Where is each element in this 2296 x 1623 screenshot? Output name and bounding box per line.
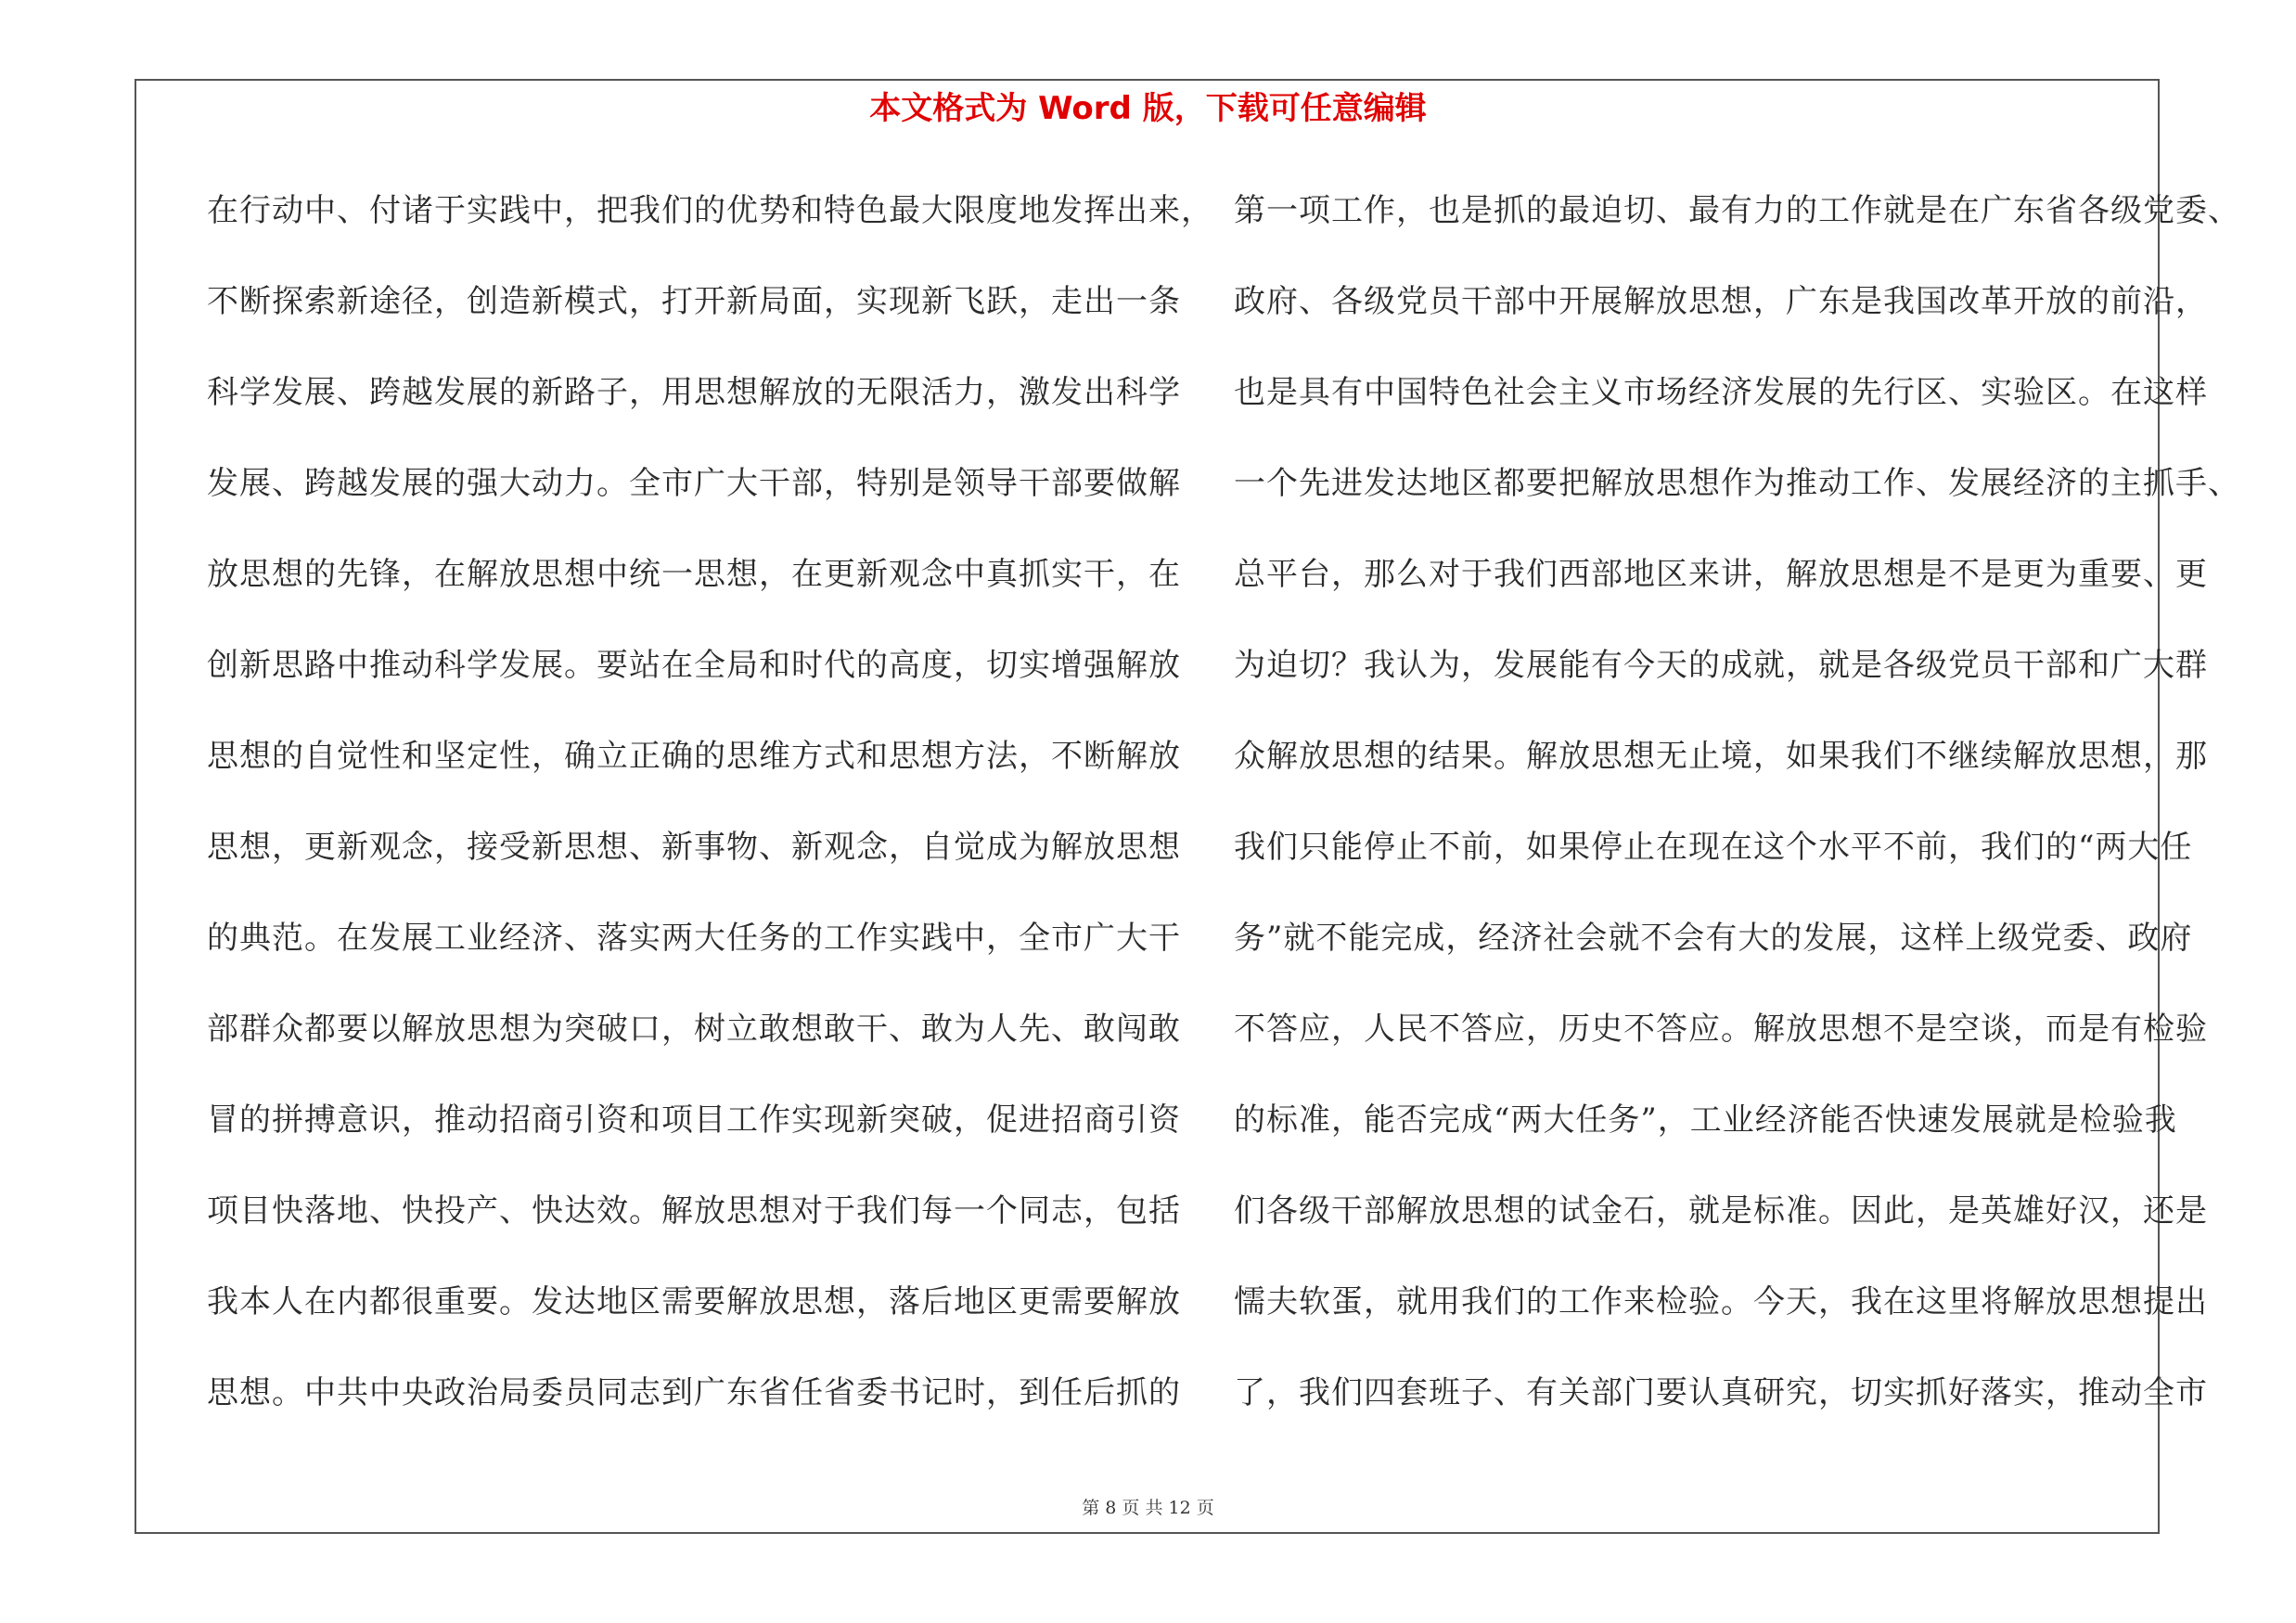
text-line: 创新思路中推动科学发展。要站在全局和时代的高度，切实增强解放: [207, 647, 1181, 684]
text-line: 第一项工作，也是抓的最迫切、最有力的工作就是在广东省各级党委、: [1234, 192, 2240, 229]
text-line: 总平台，那么对于我们西部地区来讲，解放思想是不是更为重要、更: [1234, 556, 2208, 593]
text-line: 也是具有中国特色社会主义市场经济发展的先行区、实验区。在这样: [1234, 374, 2208, 411]
text-line: 懦夫软蛋，就用我们的工作来检验。今天，我在这里将解放思想提出: [1234, 1283, 2208, 1320]
header-banner: 本文格式为 Word 版，下载可任意编辑: [869, 90, 1427, 127]
text-line: 发展、跨越发展的强大动力。全市广大干部，特别是领导干部要做解: [207, 465, 1181, 502]
text-line: 的标准，能否完成“两大任务”，工业经济能否快速发展就是检验我: [1234, 1101, 2177, 1139]
text-line: 放思想的先锋，在解放思想中统一思想，在更新观念中真抓实干，在: [207, 556, 1181, 593]
right-text-column: [1234, 181, 2240, 1454]
text-line: 部群众都要以解放思想为突破口，树立敢想敢干、敢为人先、敢闯敢: [207, 1011, 1181, 1048]
text-line: 的典范。在发展工业经济、落实两大任务的工作实践中，全市广大干: [207, 920, 1181, 957]
text-line: 们各级干部解放思想的试金石，就是标准。因此，是英雄好汉，还是: [1234, 1192, 2208, 1230]
text-line: 思想。中共中央政治局委员同志到广东省任省委书记时，到任后抓的: [207, 1374, 1181, 1411]
text-line: 我本人在内都很重要。发达地区需要解放思想，落后地区更需要解放: [207, 1283, 1181, 1320]
text-line: 在行动中、付诸于实践中，把我们的优势和特色最大限度地发挥出来，: [207, 192, 1213, 229]
text-line: 不断探索新途径，创造新模式，打开新局面，实现新飞跃，走出一条: [207, 283, 1181, 320]
text-line: 我们只能停止不前，如果停止在现在这个水平不前，我们的“两大任: [1234, 829, 2193, 866]
text-line: 众解放思想的结果。解放思想无止境，如果我们不继续解放思想，那: [1234, 738, 2208, 775]
text-line: 项目快落地、快投产、快达效。解放思想对于我们每一个同志，包括: [207, 1192, 1181, 1230]
text-line: 冒的拼搏意识，推动招商引资和项目工作实现新突破，促进招商引资: [207, 1101, 1181, 1139]
text-line: 思想的自觉性和坚定性，确立正确的思维方式和思想方法，不断解放: [207, 738, 1181, 775]
text-line: 一个先进发达地区都要把解放思想作为推动工作、发展经济的主抓手、: [1234, 465, 2240, 502]
text-line: 政府、各级党员干部中开展解放思想，广东是我国改革开放的前沿，: [1234, 283, 2208, 320]
page-number: 第 8 页 共 12 页: [1082, 1498, 1214, 1518]
text-line: 了，我们四套班子、有关部门要认真研究，切实抓好落实，推动全市: [1234, 1374, 2208, 1411]
text-line: 不答应，人民不答应，历史不答应。解放思想不是空谈，而是有检验: [1234, 1011, 2208, 1048]
text-line: 科学发展、跨越发展的新路子，用思想解放的无限活力，激发出科学: [207, 374, 1181, 411]
left-text-column: [207, 181, 1213, 1454]
text-line: 务”就不能完成，经济社会就不会有大的发展，这样上级党委、政府: [1234, 920, 2193, 957]
text-line: 思想，更新观念，接受新思想、新事物、新观念，自觉成为解放思想: [207, 829, 1181, 866]
text-line: 为迫切？我认为，发展能有今天的成就，就是各级党员干部和广大群: [1234, 647, 2208, 684]
